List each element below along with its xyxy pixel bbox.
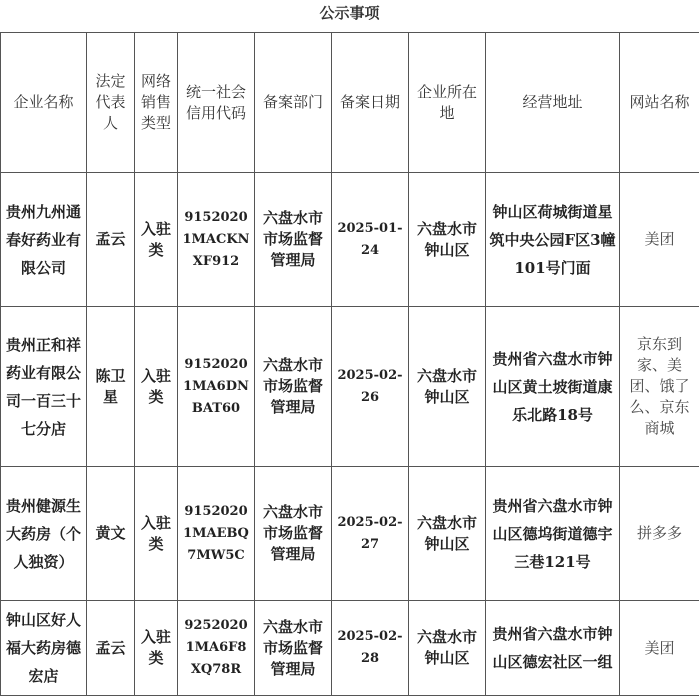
header-sales-type: 网络销售类型 [135,33,178,173]
sales-type: 入驻类 [135,601,178,696]
legal-rep: 孟云 [87,173,135,307]
legal-rep: 黄文 [87,467,135,601]
page-title: 公示事项 [0,0,699,30]
header-dept: 备案部门 [255,33,332,173]
table-row [1,307,699,467]
table-row [1,601,699,696]
address: 贵州省六盘水市钟山区德坞街道德宇三巷121号 [486,467,620,601]
company-name: 贵州健源生大药房（个人独资） [1,467,87,601]
site-name: 京东到家、美团、饿了么、京东商城 [620,307,699,467]
credit-code: 91520201MA6DNBAT60 [178,307,255,467]
table-header-row [1,33,699,173]
header-legal-rep: 法定代表人 [87,33,135,173]
credit-code: 91520201MACKNXF912 [178,173,255,307]
company-name: 贵州九州通春好药业有限公司 [1,173,87,307]
company-name: 钟山区好人福大药房德宏店 [1,601,87,696]
location: 六盘水市钟山区 [409,467,486,601]
date: 2025-02-26 [332,307,409,467]
header-location: 企业所在地 [409,33,486,173]
location: 六盘水市钟山区 [409,307,486,467]
sales-type: 入驻类 [135,173,178,307]
header-address: 经营地址 [486,33,620,173]
header-date: 备案日期 [332,33,409,173]
location: 六盘水市钟山区 [409,601,486,696]
site-name: 美团 [620,601,699,696]
header-credit-code: 统一社会信用代码 [178,33,255,173]
date: 2025-02-28 [332,601,409,696]
address: 贵州省六盘水市钟山区黄土坡街道康乐北路18号 [486,307,620,467]
header-company-name: 企业名称 [1,33,87,173]
table-row [1,467,699,601]
credit-code: 91520201MAEBQ7MW5C [178,467,255,601]
address: 贵州省六盘水市钟山区德宏社区一组 [486,601,620,696]
dept: 六盘水市市场监督管理局 [255,173,332,307]
credit-code: 92520201MA6F8XQ78R [178,601,255,696]
company-name: 贵州正和祥药业有限公司一百三十七分店 [1,307,87,467]
registration-table [0,32,699,696]
sales-type: 入驻类 [135,307,178,467]
address: 钟山区荷城街道星筑中央公园F区3幢101号门面 [486,173,620,307]
location: 六盘水市钟山区 [409,173,486,307]
dept: 六盘水市市场监督管理局 [255,467,332,601]
table-row [1,173,699,307]
legal-rep: 孟云 [87,601,135,696]
header-site: 网站名称 [620,33,699,173]
site-name: 美团 [620,173,699,307]
dept: 六盘水市市场监督管理局 [255,307,332,467]
sales-type: 入驻类 [135,467,178,601]
dept: 六盘水市市场监督管理局 [255,601,332,696]
date: 2025-02-27 [332,467,409,601]
site-name: 拼多多 [620,467,699,601]
legal-rep: 陈卫星 [87,307,135,467]
date: 2025-01-24 [332,173,409,307]
